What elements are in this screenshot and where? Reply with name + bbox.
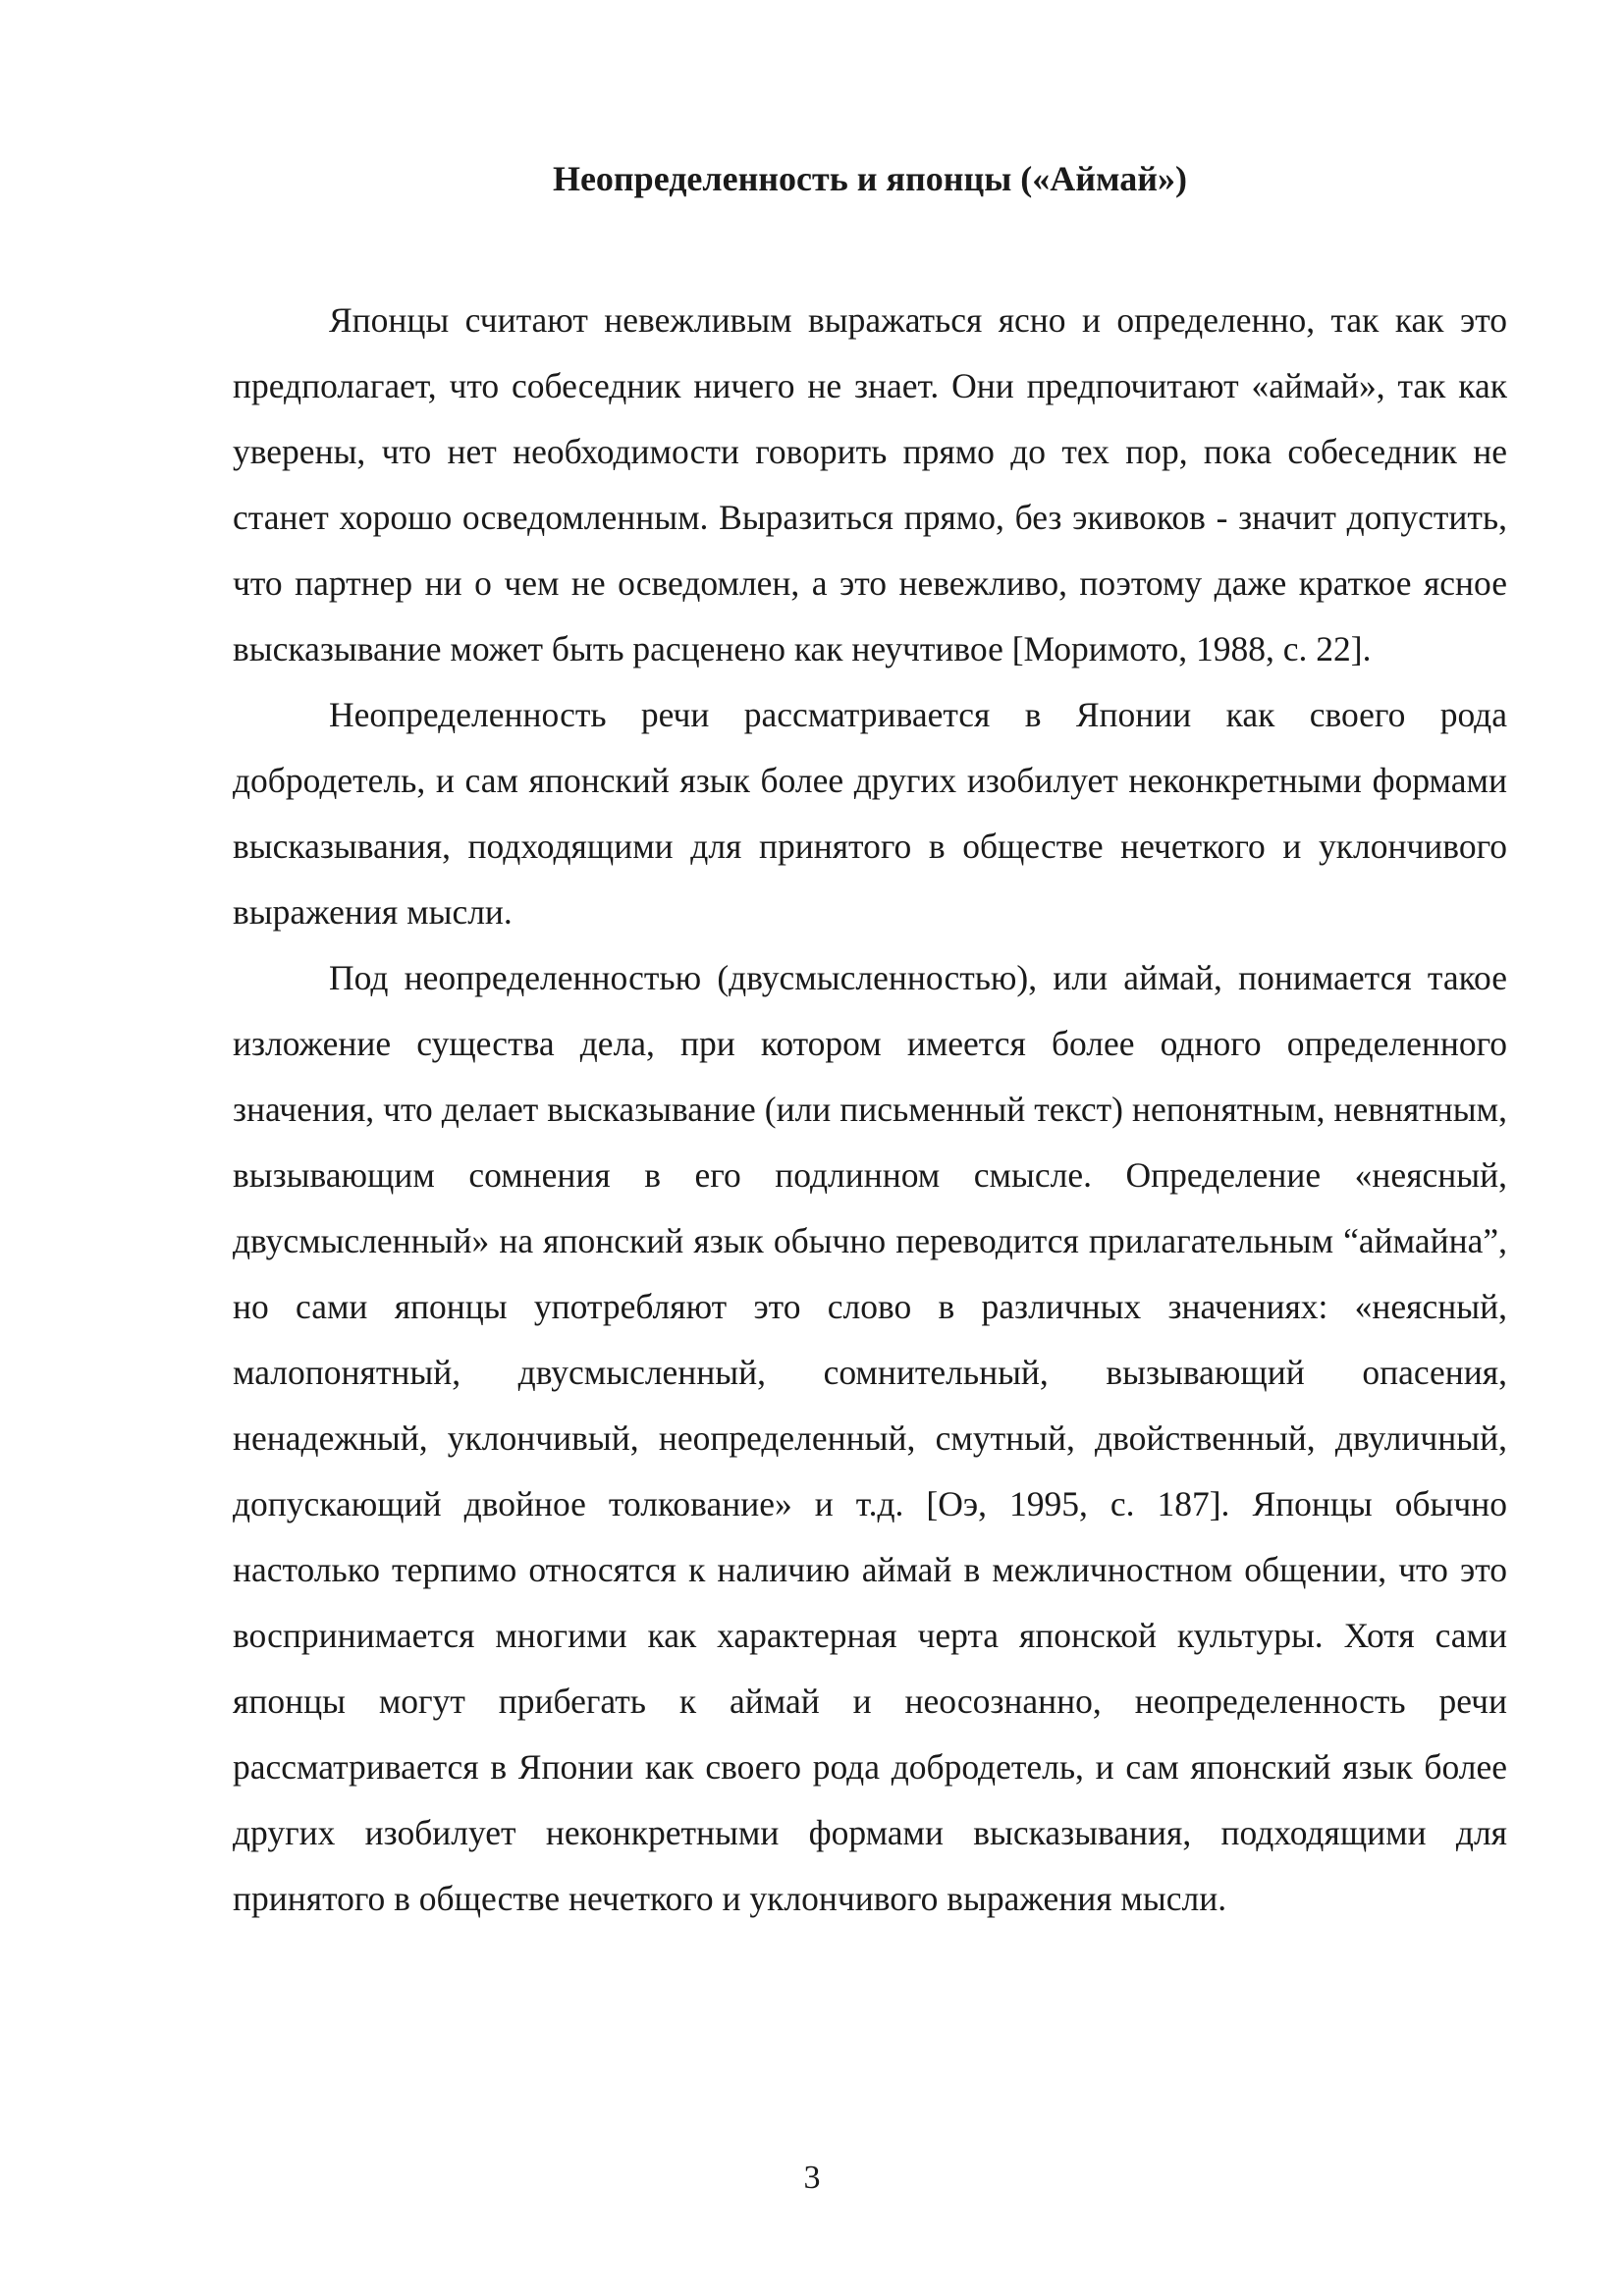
paragraph-2: Неопределенность речи рассматривается в Японии как своего рода добродетель, и сам японский язык более других изобилует неконкретными формами высказывания, подходящими для принятого в обществе нечеткого и уклончивого выражения мысли. xyxy=(233,695,1507,932)
paragraph-1: Японцы считают невежливым выражаться ясно и определенно, так как это предполагает, что собеседник ничего не знает. Они предпочитают «аймай», так как уверены, что нет необходимости говорить прямо до тех пор, пока собеседник не станет хорошо осведомленным. Выразиться прямо, без экивоков - значит допустить, что партнер ни о чем не осведомлен, а это невежливо, поэтому даже краткое ясное высказывание может быть расценено как неучтивое [Моримото, 1988, с. 22]. xyxy=(233,300,1507,668)
document-title: Неопределенность и японцы («Аймай») xyxy=(552,159,1188,198)
page-number: 3 xyxy=(803,2160,821,2196)
paragraph-3: Под неопределенностью (двусмысленностью), или аймай, понимается такое изложение существа дела, при котором имеется более одного определенного значения, что делает высказывание (или письменный текст) непонятным, невнятным, вызывающим сомнения в его подлинном смысле. Определение «неясный, двусмысленный» на японский язык обычно переводится прилагательным “аймайна”, но сами японцы употребляют это слово в различных значениях: «неясный, малопонятный, двусмысленный, сомнительный, вызывающий опасения, ненадежный, уклончивый, неопределенный, смутный, двойственный, двуличный, допускающий двойное толкование» и т.д. [Оэ, 1995, с. 187]. Японцы обычно настолько терпимо относятся к наличию аймай в межличностном общении, что это воспринимается многими как характерная черта японской культуры. Хотя сами японцы могут прибегать к аймай и неосознанно, неопределенность речи рассматривается в Японии как своего рода добродетель, и сам японский язык более других изобилует неконкретными формами высказывания, подходящими для принятого в обществе нечеткого и уклончивого выражения мысли. xyxy=(233,958,1507,1918)
body-text xyxy=(233,288,1507,1932)
